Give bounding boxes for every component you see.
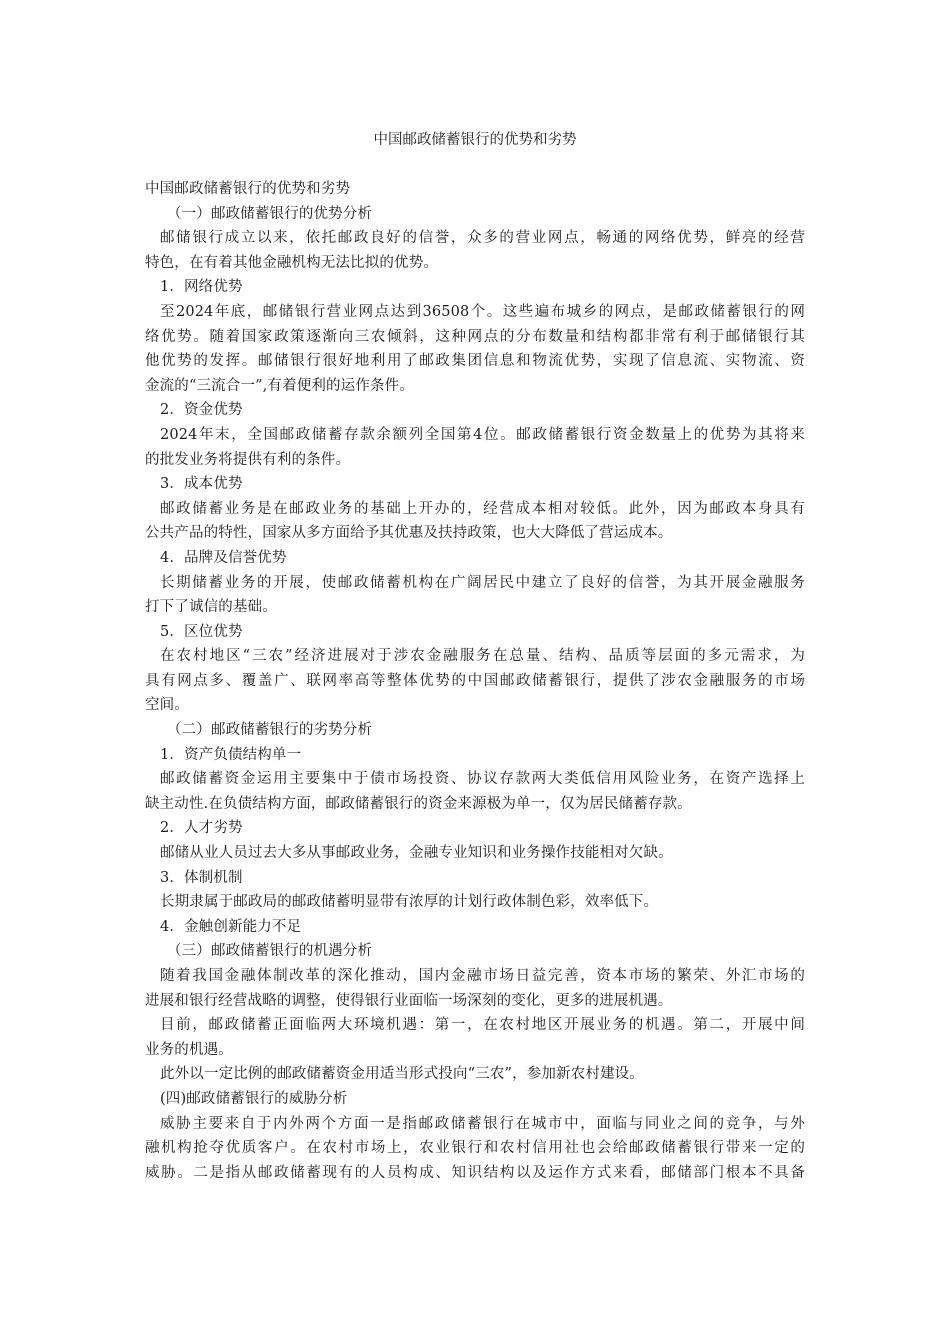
paragraph-line: 1．资产负债结构单一: [160, 746, 302, 763]
paragraph-line: 邮政储蓄资金运用主要集中于债市场投资、协议存款两大类低信用风险业务，在资产选择上: [160, 771, 805, 788]
paragraph-line: 缺主动性.在负债结构方面，邮政储蓄银行的资金来源极为单一，仅为居民储蓄存款。: [145, 795, 692, 812]
paragraph-line: 打下了诚信的基础。: [145, 599, 277, 616]
paragraph-line: 3．体制机制: [160, 869, 243, 886]
paragraph-line: 公共产品的特性，国家从多方面给予其优惠及扶持政策，也大大降低了营运成本。: [145, 525, 673, 542]
paragraph-line: 长期隶属于邮政局的邮政储蓄明显带有浓厚的计划行政体制色彩，效率低下。: [160, 894, 659, 911]
paragraph-line: 在农村地区“三农”经济进展对于涉农金融服务在总量、结构、品质等层面的多元需求，为: [160, 648, 805, 665]
document-body: [145, 177, 805, 1185]
paragraph-line: 2．资金优势: [160, 402, 243, 419]
paragraph-line: 邮储从业人员过去大多从事邮政业务，金融专业知识和业务操作技能相对欠缺。: [160, 845, 673, 862]
paragraph-line: 此外以一定比例的邮政储蓄资金用适当形式投向“三农”，参加新农村建设。: [160, 1066, 644, 1083]
paragraph-line: 3．成本优势: [160, 476, 243, 493]
paragraph-line: 长期储蓄业务的开展，使邮政储蓄机构在广阔居民中建立了良好的信誉，为其开展金融服务: [160, 574, 805, 591]
paragraph-line: 的批发业务将提供有利的条件。: [145, 451, 351, 468]
document-title: 中国邮政储蓄银行的优势和劣势: [373, 132, 577, 148]
paragraph-line: 1．网络优势: [160, 279, 243, 296]
paragraph-line: 目前，邮政储蓄正面临两大环境机遇：第一，在农村地区开展业务的机遇。第二，开展中间: [160, 1017, 805, 1034]
paragraph-line: （一）邮政储蓄银行的优势分析: [167, 205, 373, 222]
paragraph-line: 络优势。随着国家政策逐渐向三农倾斜，这种网点的分布数量和结构都非常有利于邮储银行其: [145, 328, 805, 345]
paragraph-line: 2024年末，全国邮政储蓄存款余额列全国第4位。邮政储蓄银行资金数量上的优势为其将来: [160, 426, 805, 443]
paragraph-line: 特色，在有着其他金融机构无法比拟的优势。: [145, 254, 438, 271]
paragraph-line: 融机构抢夺优质客户。在农村市场上，农业银行和农村信用社也会给邮政储蓄银行带来一定的: [145, 1140, 805, 1157]
paragraph-line: 他优势的发挥。邮储银行很好地利用了邮政集团信息和物流优势，实现了信息流、实物流、资: [145, 353, 805, 370]
paragraph-line: 空间。: [145, 697, 189, 714]
paragraph-line: 业务的机遇。: [145, 1041, 233, 1058]
paragraph-line: 威胁主要来自于内外两个方面一是指邮政储蓄银行在城市中，面临与同业之间的竞争，与外: [160, 1115, 805, 1132]
paragraph-line: 5．区位优势: [160, 623, 243, 640]
paragraph-line: 中国邮政储蓄银行的优势和劣势: [145, 181, 351, 197]
paragraph-line: 邮储银行成立以来，依托邮政良好的信誉，众多的营业网点，畅通的网络优势，鲜亮的经营: [160, 230, 805, 247]
paragraph-line: 具有网点多、覆盖广、联网率高等整体优势的中国邮政储蓄银行，提供了涉农金融服务的市场: [145, 672, 805, 689]
paragraph-line: 威胁。二是指从邮政储蓄现有的人员构成、知识结构以及运作方式来看，邮储部门根本不具备: [145, 1164, 805, 1181]
paragraph-line: (四)邮政储蓄银行的威胁分析: [160, 1090, 348, 1107]
paragraph-line: 进展和银行经营战略的调整，使得银行业面临一场深刻的变化，更多的进展机遇。: [145, 992, 673, 1009]
paragraph-line: 2．人才劣势: [160, 820, 243, 837]
paragraph-line: （三）邮政储蓄银行的机遇分析: [167, 943, 373, 960]
paragraph-line: 至2024年底，邮储银行营业网点达到36508个。这些遍布城乡的网点，是邮政储蓄银行的网: [160, 303, 805, 320]
paragraph-line: 4．金触创新能力不足: [160, 918, 302, 935]
paragraph-line: 4．品牌及信誉优势: [160, 549, 287, 566]
paragraph-line: （二）邮政储蓄银行的劣势分析: [167, 722, 373, 739]
paragraph-line: 随着我国金融体制改革的深化推动，国内金融市场日益完善，资本市场的繁荣、外汇市场的: [160, 968, 805, 984]
paragraph-line: 金流的“三流合一”,有着便利的运作条件。: [145, 377, 414, 394]
paragraph-line: 邮政储蓄业务是在邮政业务的基础上开办的，经营成本相对较低。此外，因为邮政本身具有: [160, 500, 805, 517]
